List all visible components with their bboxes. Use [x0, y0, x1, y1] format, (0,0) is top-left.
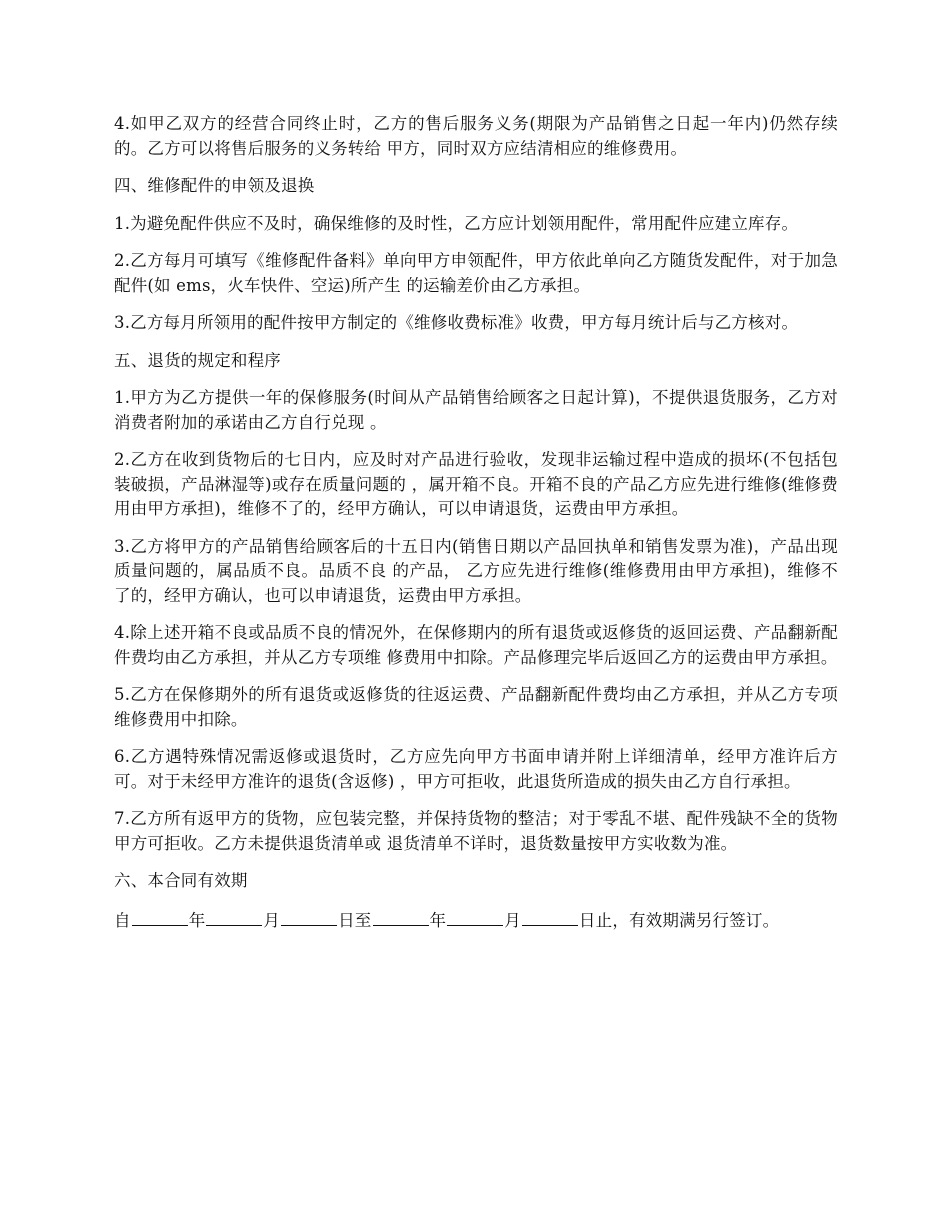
- end-day-blank: [522, 907, 578, 926]
- para-4-2: 2.乙方每月可填写《维修配件备料》单向甲方申领配件，甲方依此单向乙方随货发配件，对于加急配件(如 ems，火车快件、空运)所产生 的运输差价由乙方承担。: [114, 251, 838, 295]
- para-5-3: 3.乙方将甲方的产品销售给顾客后的十五日内(销售日期以产品回执单和销售发票为准)，产品出现质量问题的，属品质不良。品质不良 的产品， 乙方应先进行维修(维修费用由甲方承担)，维修不了的，经甲方确认，也可以申请退货，运费由甲方承担。: [114, 536, 838, 605]
- start-day-blank: [281, 907, 337, 926]
- validity-period-line: [114, 907, 838, 934]
- validity-year2-label: 年: [429, 910, 447, 930]
- document-body: [114, 112, 838, 894]
- validity-from-label: 自: [114, 910, 131, 930]
- validity-day-to-label: 日至: [338, 910, 372, 930]
- start-year-blank: [132, 907, 188, 926]
- para-5-7: 7.乙方所有返甲方的货物，应包装完整，并保持货物的整洁；对于零乱不堪、配件残缺不全的货物甲方可拒收。乙方未提供退货清单或 退货清单不详时，退货数量按甲方实收数为准。: [114, 809, 838, 853]
- end-month-blank: [447, 907, 503, 926]
- section-6-heading: 六、本合同有效期: [114, 871, 248, 890]
- para-5-6: 6.乙方遇特殊情况需返修或退货时，乙方应先向甲方书面申请并附上详细清单，经甲方准许后方可。对于未经甲方准许的退货(含返修) ，甲方可拒收，此退货所造成的损失由乙方自行承担。: [114, 747, 838, 791]
- para-5-2: 2.乙方在收到货物后的七日内，应及时对产品进行验收，发现非运输过程中造成的损坏(不包括包装破损，产品淋湿等)或存在质量问题的 ，属开箱不良。开箱不良的产品乙方应先进行维修(维修费用由甲方承担)，维修不了的，经甲方确认，可以申请退货，运费由甲方承担。: [114, 450, 838, 518]
- validity-end-label: 日止，有效期满另行签订。: [578, 910, 780, 930]
- section-4-heading: 四、维修配件的申领及退换: [114, 176, 315, 195]
- para-4-aftersale-continuation: 4.如甲乙双方的经营合同终止时，乙方的售后服务义务(期限为产品销售之日起一年内)仍然存续的。乙方可以将售后服务的义务转给 甲方，同时双方应结清相应的维修费用。: [114, 114, 838, 158]
- validity-month-label: 月: [263, 910, 281, 930]
- start-month-blank: [206, 907, 262, 926]
- para-5-1: 1.甲方为乙方提供一年的保修服务(时间从产品销售给顾客之日起计算)，不提供退货服务，乙方对消费者附加的承诺由乙方自行兑现 。: [114, 388, 838, 432]
- para-5-5: 5.乙方在保修期外的所有退货或返修货的往返运费、产品翻新配件费均由乙方承担，并从乙方专项维修费用中扣除。: [114, 685, 838, 729]
- validity-year-label: 年: [188, 910, 206, 930]
- para-4-1: 1.为避免配件供应不及时，确保维修的及时性，乙方应计划领用配件，常用配件应建立库存。: [114, 213, 799, 233]
- para-4-3: 3.乙方每月所领用的配件按甲方制定的《维修收费标准》收费，甲方每月统计后与乙方核对。: [114, 313, 799, 332]
- document-page: [114, 112, 838, 946]
- section-5-heading: 五、退货的规定和程序: [114, 350, 281, 370]
- validity-month2-label: 月: [504, 910, 521, 930]
- end-year-blank: [373, 907, 429, 926]
- para-5-4: 4.除上述开箱不良或品质不良的情况外，在保修期内的所有退货或返修货的返回运费、产品翻新配件费均由乙方承担，并从乙方专项维 修费用中扣除。产品修理完毕后返回乙方的运费由甲方承担。: [114, 623, 838, 667]
